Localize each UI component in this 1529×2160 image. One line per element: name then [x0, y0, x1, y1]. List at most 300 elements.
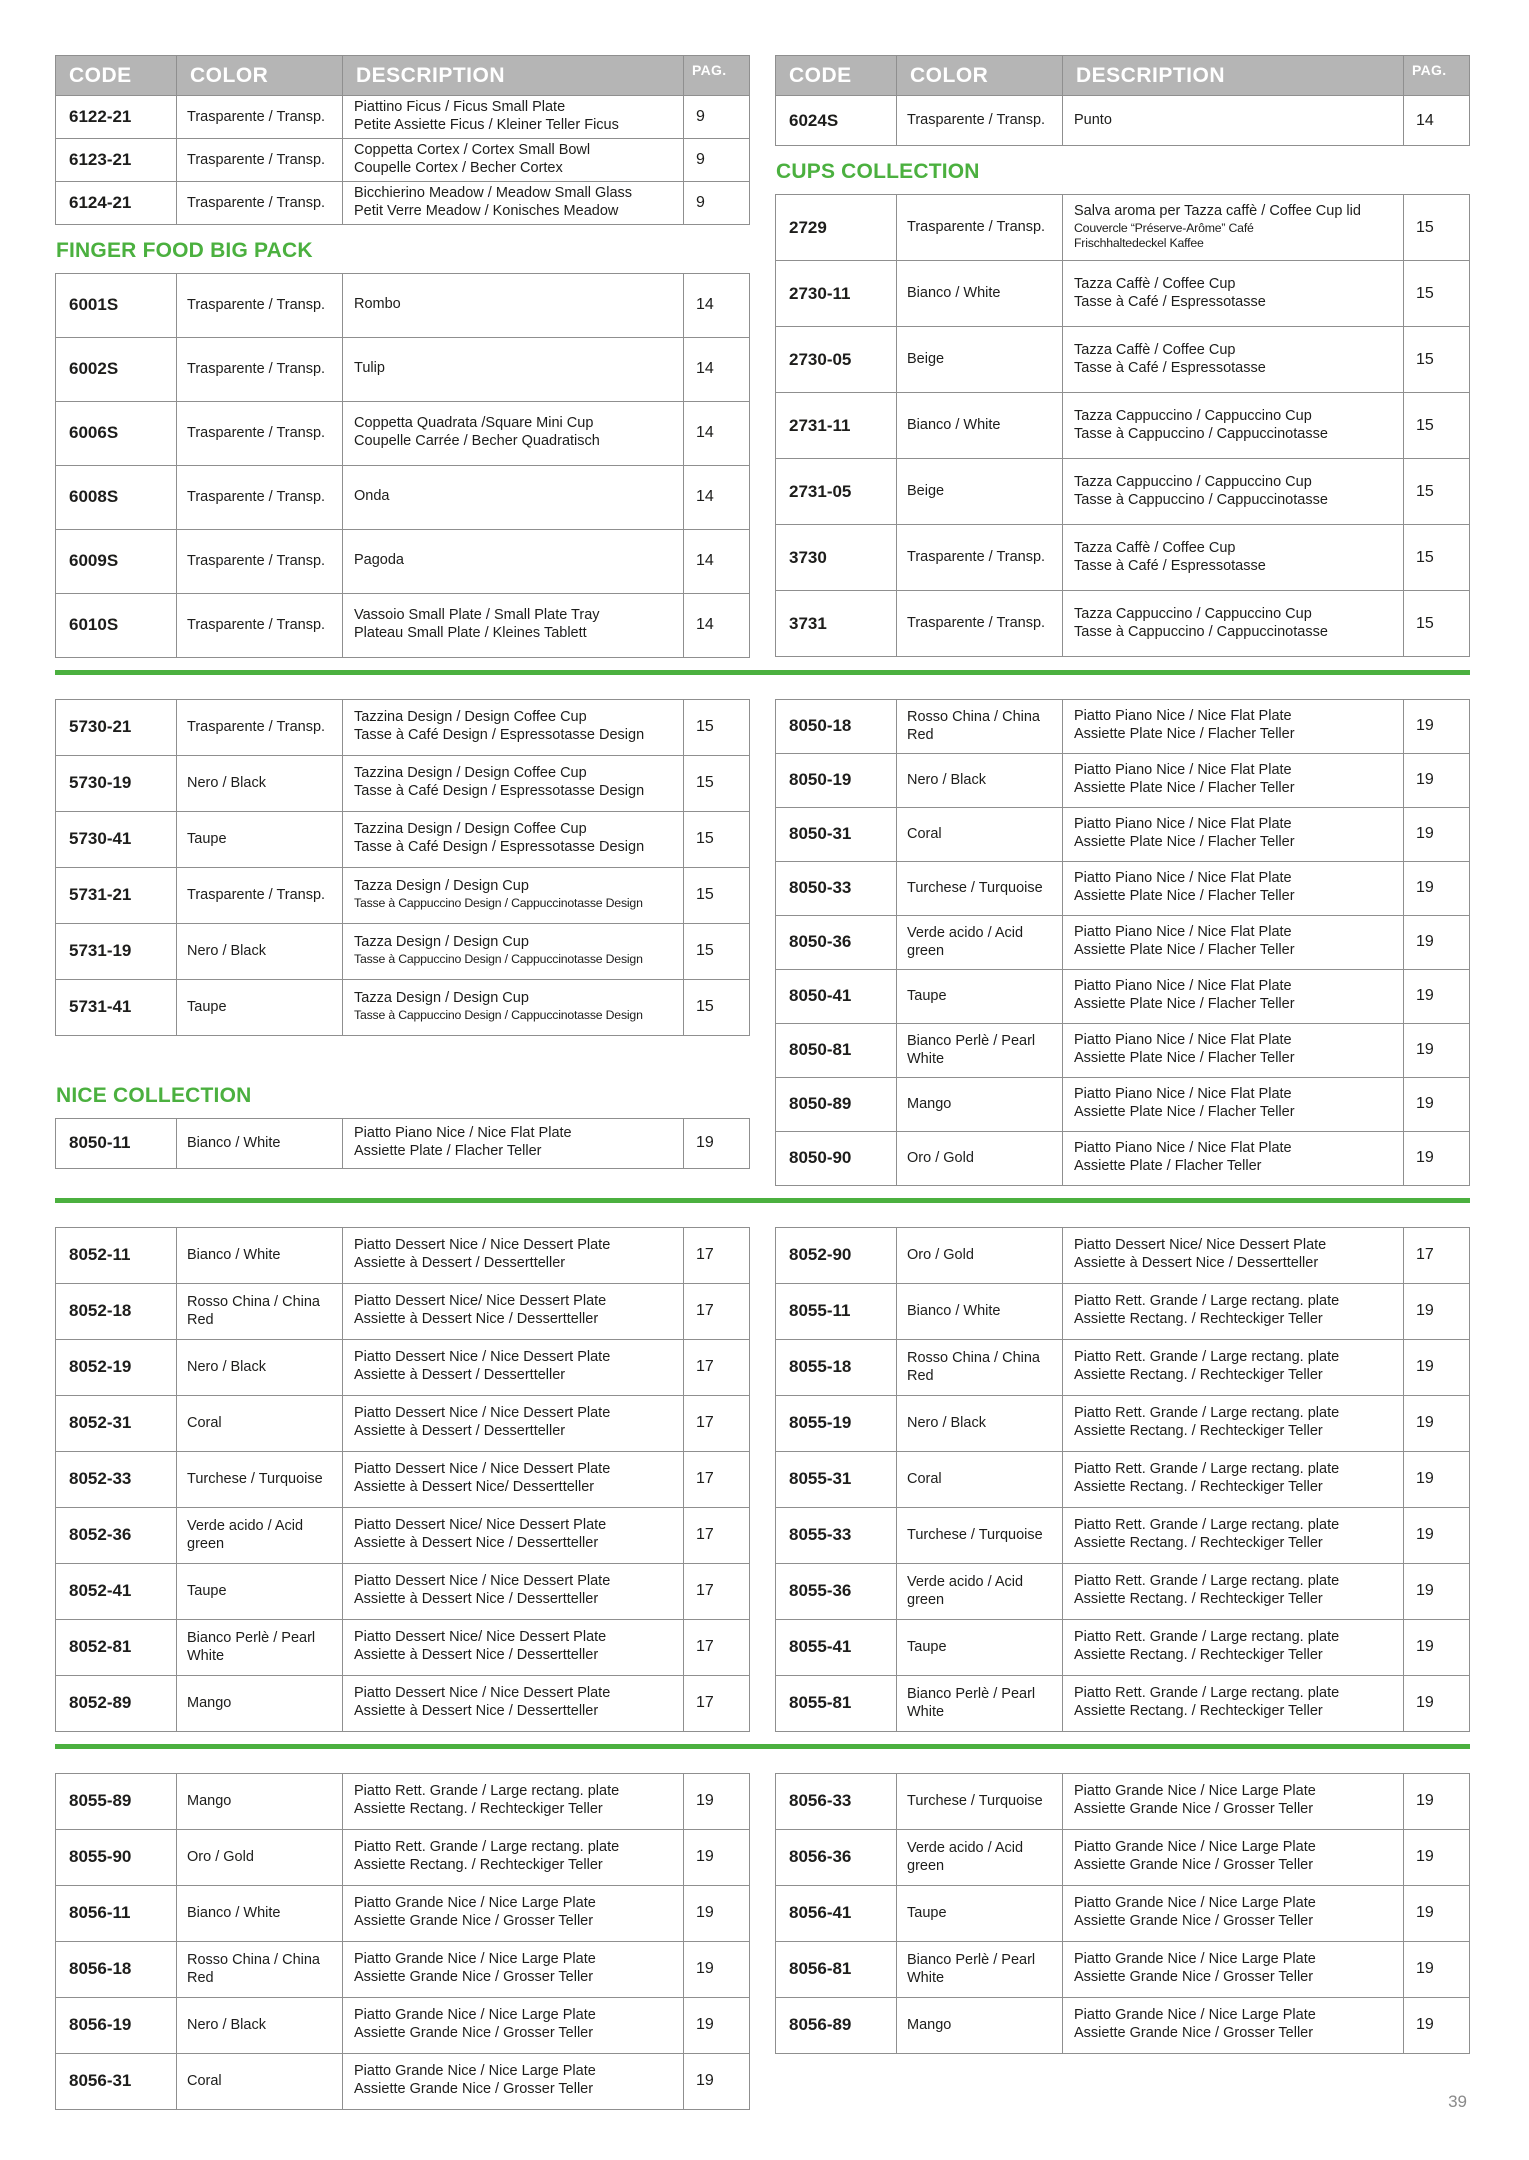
- description-cell: [1063, 969, 1404, 1023]
- table-row: [776, 1339, 1470, 1395]
- description-cell: [343, 867, 684, 923]
- description-line: Assiette à Dessert Nice/ Dessertteller: [354, 1479, 595, 1496]
- page-ref-cell: 14: [1404, 96, 1470, 146]
- color-cell: Bianco / White: [177, 1227, 343, 1283]
- description-cell: [1063, 1227, 1404, 1283]
- table-row: [776, 1507, 1470, 1563]
- description-cell: [1063, 525, 1404, 591]
- code-cell: 8050-41: [776, 969, 897, 1023]
- page-ref-cell: 19: [684, 1997, 750, 2053]
- code-cell: 5731-21: [56, 867, 177, 923]
- color-cell: Taupe: [897, 1885, 1063, 1941]
- color-cell: Trasparente / Transp.: [897, 525, 1063, 591]
- description-line: Assiette à Dessert Nice / Dessertteller: [354, 1647, 599, 1664]
- color-cell: Trasparente / Transp.: [897, 195, 1063, 261]
- description-line: Coupelle Carrée / Becher Quadratisch: [354, 433, 600, 450]
- catalog-table: [55, 273, 750, 658]
- description-line: Piatto Dessert Nice / Nice Dessert Plate: [354, 1237, 611, 1254]
- description-cell: [343, 699, 684, 755]
- page-ref-cell: 19: [684, 1829, 750, 1885]
- description-line: Piatto Piano Nice / Nice Flat Plate: [1074, 1140, 1292, 1157]
- table-row: [56, 273, 750, 337]
- description-line: Piatto Piano Nice / Nice Flat Plate: [1074, 816, 1292, 833]
- description-line: Piatto Piano Nice / Nice Flat Plate: [1074, 870, 1292, 887]
- left-column: [55, 55, 750, 658]
- table-row: [776, 861, 1470, 915]
- description-line: Assiette Grande Nice / Grosser Teller: [354, 1913, 594, 1930]
- catalog-table: [55, 1118, 750, 1169]
- color-cell: Trasparente / Transp.: [177, 401, 343, 465]
- section-heading: NICE COLLECTION: [56, 1083, 252, 1107]
- page-ref-cell: 19: [1404, 1829, 1470, 1885]
- table-row: [776, 969, 1470, 1023]
- description-cell: [343, 181, 684, 224]
- code-cell: 6009S: [56, 529, 177, 593]
- description-line: Assiette Plate Nice / Flacher Teller: [1074, 726, 1295, 743]
- table-row: [56, 1619, 750, 1675]
- code-cell: 8052-89: [56, 1675, 177, 1731]
- description-line: Piatto Piano Nice / Nice Flat Plate: [1074, 978, 1292, 995]
- color-cell: Coral: [897, 807, 1063, 861]
- catalog-band: [55, 1773, 1470, 2110]
- description-line: Piatto Grande Nice / Nice Large Plate: [354, 2063, 596, 2080]
- right-column: [775, 1773, 1470, 2054]
- code-cell: 6006S: [56, 401, 177, 465]
- description-cell: [343, 1563, 684, 1619]
- page-ref-cell: 17: [684, 1675, 750, 1731]
- description-cell: [343, 1395, 684, 1451]
- description-line: Piatto Dessert Nice / Nice Dessert Plate: [354, 1349, 611, 1366]
- catalog-table: [775, 1227, 1470, 1732]
- table-row: [56, 401, 750, 465]
- code-cell: 2731-11: [776, 393, 897, 459]
- table-row: [776, 459, 1470, 525]
- green-divider: [55, 1744, 1470, 1749]
- code-cell: 5730-41: [56, 811, 177, 867]
- page-ref-cell: 19: [1404, 699, 1470, 753]
- description-line: Tasse à Cappuccino Design / Cappuccinotasse Design: [354, 896, 643, 911]
- page-ref-cell: 15: [684, 979, 750, 1035]
- description-line: Couvercle “Préserve-Arôme” Café: [1074, 220, 1254, 235]
- description-line: Piatto Dessert Nice/ Nice Dessert Plate: [1074, 1237, 1327, 1254]
- code-cell: 8056-31: [56, 2053, 177, 2109]
- page-ref-cell: 19: [1404, 807, 1470, 861]
- code-cell: 8056-41: [776, 1885, 897, 1941]
- description-line: Assiette Plate Nice / Flacher Teller: [1074, 780, 1295, 797]
- description-line: Tazza Design / Design Cup: [354, 934, 529, 951]
- description-cell: [1063, 1619, 1404, 1675]
- page-ref-cell: 19: [1404, 1675, 1470, 1731]
- code-cell: 8055-89: [56, 1773, 177, 1829]
- description-line: Tasse à Cappuccino / Cappuccinotasse: [1074, 623, 1328, 640]
- color-cell: Trasparente / Transp.: [177, 337, 343, 401]
- description-line: Assiette à Dessert / Dessertteller: [354, 1255, 566, 1272]
- description-line: Tasse à Cappuccino / Cappuccinotasse: [1074, 425, 1328, 442]
- description-line: Punto: [1074, 111, 1112, 128]
- description-cell: [343, 755, 684, 811]
- page-ref-cell: 19: [1404, 1451, 1470, 1507]
- page-ref-cell: 15: [1404, 327, 1470, 393]
- description-cell: [1063, 1283, 1404, 1339]
- description-cell: [343, 96, 684, 139]
- code-cell: 2731-05: [776, 459, 897, 525]
- color-cell: Coral: [177, 2053, 343, 2109]
- description-cell: [343, 1885, 684, 1941]
- page-ref-cell: 19: [684, 1885, 750, 1941]
- description-line: Coppetta Quadrata /Square Mini Cup: [354, 415, 594, 432]
- code-cell: 6010S: [56, 593, 177, 657]
- description-cell: [1063, 459, 1404, 525]
- page-ref-cell: 15: [684, 699, 750, 755]
- column-header-color: COLOR: [177, 56, 343, 96]
- column-header-description: DESCRIPTION: [343, 56, 684, 96]
- description-line: Assiette Rectang. / Rechteckiger Teller: [1074, 1591, 1323, 1608]
- description-line: Tazzina Design / Design Coffee Cup: [354, 765, 587, 782]
- color-cell: Oro / Gold: [897, 1131, 1063, 1185]
- page-ref-cell: 15: [684, 923, 750, 979]
- description-cell: [343, 529, 684, 593]
- description-cell: [1063, 1941, 1404, 1997]
- page-ref-cell: 14: [684, 401, 750, 465]
- description-line: Assiette Plate Nice / Flacher Teller: [1074, 888, 1295, 905]
- description-line: Plateau Small Plate / Kleines Tablett: [354, 625, 587, 642]
- color-cell: Coral: [897, 1451, 1063, 1507]
- code-cell: 8050-31: [776, 807, 897, 861]
- page-ref-cell: 19: [1404, 753, 1470, 807]
- code-cell: 8056-36: [776, 1829, 897, 1885]
- page-ref-cell: 15: [1404, 525, 1470, 591]
- page-ref-cell: 19: [1404, 1563, 1470, 1619]
- description-cell: [343, 1829, 684, 1885]
- color-cell: Oro / Gold: [897, 1227, 1063, 1283]
- description-line: Piatto Rett. Grande / Large rectang. plate: [354, 1783, 620, 1800]
- description-line: Salva aroma per Tazza caffè / Coffee Cup lid: [1074, 202, 1361, 219]
- color-cell: Rosso China / China Red: [897, 1339, 1063, 1395]
- description-line: Tazza Design / Design Cup: [354, 990, 529, 1007]
- description-cell: [1063, 1829, 1404, 1885]
- table-row: [776, 327, 1470, 393]
- description-cell: [343, 1773, 684, 1829]
- color-cell: Verde acido / Acid green: [897, 1563, 1063, 1619]
- catalog-table: [775, 699, 1470, 1186]
- section-heading: FINGER FOOD BIG PACK: [56, 238, 313, 262]
- description-line: Piatto Rett. Grande / Large rectang. plate: [1074, 1517, 1340, 1534]
- page-ref-cell: 19: [1404, 1619, 1470, 1675]
- description-line: Piatto Grande Nice / Nice Large Plate: [1074, 1839, 1316, 1856]
- description-line: Assiette Grande Nice / Grosser Teller: [1074, 1913, 1314, 1930]
- right-column: [775, 1227, 1470, 1732]
- color-cell: Bianco / White: [897, 261, 1063, 327]
- code-cell: 8052-19: [56, 1339, 177, 1395]
- left-column: [55, 1227, 750, 1732]
- code-cell: 8052-90: [776, 1227, 897, 1283]
- page-ref-cell: 17: [684, 1283, 750, 1339]
- description-line: Piatto Dessert Nice/ Nice Dessert Plate: [354, 1517, 607, 1534]
- description-cell: [343, 2053, 684, 2109]
- table-row: [776, 1885, 1470, 1941]
- description-cell: [1063, 96, 1404, 146]
- table-row: [56, 1283, 750, 1339]
- left-column: [55, 1773, 750, 2110]
- table-row: [776, 195, 1470, 261]
- code-cell: 8055-11: [776, 1283, 897, 1339]
- table-row: [776, 753, 1470, 807]
- table-row: [56, 699, 750, 755]
- description-cell: [343, 1227, 684, 1283]
- description-line: Piatto Piano Nice / Nice Flat Plate: [1074, 708, 1292, 725]
- code-cell: 6002S: [56, 337, 177, 401]
- description-line: Tulip: [354, 360, 385, 377]
- page-ref-cell: 19: [1404, 1339, 1470, 1395]
- color-cell: Taupe: [177, 1563, 343, 1619]
- description-line: Assiette Plate Nice / Flacher Teller: [1074, 996, 1295, 1013]
- description-line: Piatto Rett. Grande / Large rectang. plate: [1074, 1629, 1340, 1646]
- color-cell: Bianco / White: [897, 393, 1063, 459]
- description-line: Tasse à Café / Espressotasse: [1074, 293, 1266, 310]
- table-row: [56, 465, 750, 529]
- color-cell: Trasparente / Transp.: [177, 465, 343, 529]
- color-cell: Bianco / White: [897, 1283, 1063, 1339]
- description-cell: [1063, 1339, 1404, 1395]
- page-ref-cell: 15: [1404, 459, 1470, 525]
- left-column: [55, 699, 750, 1169]
- table-row: [776, 1675, 1470, 1731]
- table-row: [56, 1563, 750, 1619]
- page-ref-cell: 14: [684, 337, 750, 401]
- table-row: [776, 1997, 1470, 2053]
- table-row: [56, 529, 750, 593]
- table-row: [56, 1773, 750, 1829]
- color-cell: Taupe: [897, 1619, 1063, 1675]
- table-row: [776, 96, 1470, 146]
- description-line: Tasse à Café Design / Espressotasse Design: [354, 783, 645, 800]
- page-ref-cell: 19: [1404, 1997, 1470, 2053]
- table-row: [776, 1077, 1470, 1131]
- page-ref-cell: 15: [684, 755, 750, 811]
- description-line: Coppetta Cortex / Cortex Small Bowl: [354, 141, 591, 158]
- description-line: Tasse à Cappuccino Design / Cappuccinotasse Design: [354, 952, 643, 967]
- page-ref-cell: 19: [1404, 1283, 1470, 1339]
- code-cell: 8052-18: [56, 1283, 177, 1339]
- code-cell: 5730-19: [56, 755, 177, 811]
- page-ref-cell: 19: [1404, 1507, 1470, 1563]
- color-cell: Bianco Perlè / Pearl White: [897, 1941, 1063, 1997]
- description-line: Assiette Grande Nice / Grosser Teller: [1074, 2025, 1314, 2042]
- page-ref-cell: 14: [684, 529, 750, 593]
- page-ref-cell: 17: [1404, 1227, 1470, 1283]
- description-cell: [343, 401, 684, 465]
- description-line: Piatto Dessert Nice / Nice Dessert Plate: [354, 1685, 611, 1702]
- page-ref-cell: 17: [684, 1227, 750, 1283]
- description-line: Piatto Dessert Nice / Nice Dessert Plate: [354, 1405, 611, 1422]
- code-cell: 8055-19: [776, 1395, 897, 1451]
- page-ref-cell: 17: [684, 1563, 750, 1619]
- description-line: Assiette Grande Nice / Grosser Teller: [354, 1969, 594, 1986]
- description-line: Piatto Dessert Nice/ Nice Dessert Plate: [354, 1629, 607, 1646]
- color-cell: Trasparente / Transp.: [897, 96, 1063, 146]
- description-cell: [343, 811, 684, 867]
- color-cell: Trasparente / Transp.: [177, 699, 343, 755]
- color-cell: Bianco Perlè / Pearl White: [897, 1023, 1063, 1077]
- page-ref-cell: 19: [1404, 1131, 1470, 1185]
- page-ref-cell: 19: [1404, 969, 1470, 1023]
- description-line: Tasse à Café / Espressotasse: [1074, 557, 1266, 574]
- description-cell: [1063, 753, 1404, 807]
- description-line: Tasse à Café / Espressotasse: [1074, 359, 1266, 376]
- description-cell: [343, 1118, 684, 1168]
- description-cell: [1063, 591, 1404, 657]
- code-cell: 2729: [776, 195, 897, 261]
- catalog-table: [775, 1773, 1470, 2054]
- code-cell: 6008S: [56, 465, 177, 529]
- table-row: [776, 1941, 1470, 1997]
- code-cell: 3730: [776, 525, 897, 591]
- description-cell: [1063, 1773, 1404, 1829]
- description-cell: [343, 1507, 684, 1563]
- description-line: Tazzina Design / Design Coffee Cup: [354, 821, 587, 838]
- code-cell: 8050-19: [776, 753, 897, 807]
- description-line: Petit Verre Meadow / Konisches Meadow: [354, 202, 619, 219]
- description-cell: [1063, 915, 1404, 969]
- page-ref-cell: 19: [684, 1773, 750, 1829]
- description-cell: [1063, 1885, 1404, 1941]
- description-line: Piatto Rett. Grande / Large rectang. plate: [354, 1839, 620, 1856]
- description-cell: [1063, 1675, 1404, 1731]
- code-cell: 8055-31: [776, 1451, 897, 1507]
- description-line: Piatto Piano Nice / Nice Flat Plate: [354, 1125, 572, 1142]
- description-line: Piatto Piano Nice / Nice Flat Plate: [1074, 762, 1292, 779]
- description-line: Tazza Design / Design Cup: [354, 878, 529, 895]
- description-cell: [1063, 261, 1404, 327]
- description-line: Pagoda: [354, 552, 404, 569]
- description-line: Piatto Dessert Nice / Nice Dessert Plate: [354, 1573, 611, 1590]
- code-cell: 8055-18: [776, 1339, 897, 1395]
- table-row: [56, 979, 750, 1035]
- table-row: [56, 1451, 750, 1507]
- right-column: [775, 699, 1470, 1186]
- color-cell: Nero / Black: [177, 1997, 343, 2053]
- color-cell: Nero / Black: [897, 753, 1063, 807]
- color-cell: Verde acido / Acid green: [177, 1507, 343, 1563]
- catalog-bands: [55, 55, 1470, 2110]
- description-cell: [1063, 1395, 1404, 1451]
- description-line: Assiette Grande Nice / Grosser Teller: [1074, 1969, 1314, 1986]
- description-line: Tazza Cappuccino / Cappuccino Cup: [1074, 605, 1312, 622]
- code-cell: 2730-05: [776, 327, 897, 393]
- page-ref-cell: 15: [1404, 195, 1470, 261]
- code-cell: 8050-36: [776, 915, 897, 969]
- table-row: [56, 1885, 750, 1941]
- description-line: Assiette Rectang. / Rechteckiger Teller: [1074, 1703, 1323, 1720]
- description-line: Assiette Plate / Flacher Teller: [1074, 1158, 1262, 1175]
- description-line: Assiette à Dessert Nice / Dessertteller: [354, 1535, 599, 1552]
- column-header-code: CODE: [776, 56, 897, 96]
- catalog-table: [55, 1773, 750, 2110]
- description-line: Tasse à Cappuccino Design / Cappuccinotasse Design: [354, 1008, 643, 1023]
- page-number: 39: [1448, 2092, 1467, 2111]
- description-cell: [343, 1283, 684, 1339]
- code-cell: 8052-81: [56, 1619, 177, 1675]
- color-cell: Nero / Black: [177, 1339, 343, 1395]
- description-line: Assiette à Dessert Nice / Dessertteller: [354, 1311, 599, 1328]
- color-cell: Rosso China / China Red: [177, 1283, 343, 1339]
- green-divider: [55, 1198, 1470, 1203]
- color-cell: Nero / Black: [897, 1395, 1063, 1451]
- table-row: [776, 1227, 1470, 1283]
- description-cell: [343, 593, 684, 657]
- column-header-code: CODE: [56, 56, 177, 96]
- page-ref-cell: 15: [684, 867, 750, 923]
- catalog-band: [55, 699, 1470, 1186]
- page-ref-cell: 19: [1404, 1077, 1470, 1131]
- code-cell: 8056-11: [56, 1885, 177, 1941]
- table-row: [776, 393, 1470, 459]
- description-line: Tazza Caffè / Coffee Cup: [1074, 341, 1236, 358]
- code-cell: 8052-33: [56, 1451, 177, 1507]
- table-row: [56, 2053, 750, 2109]
- code-cell: 8052-31: [56, 1395, 177, 1451]
- table-row: [776, 807, 1470, 861]
- description-line: Petite Assiette Ficus / Kleiner Teller Ficus: [354, 116, 619, 133]
- page-ref-cell: 19: [684, 2053, 750, 2109]
- column-header-color: COLOR: [897, 56, 1063, 96]
- table-row: [56, 593, 750, 657]
- description-cell: [343, 337, 684, 401]
- description-line: Piatto Dessert Nice / Nice Dessert Plate: [354, 1461, 611, 1478]
- color-cell: Bianco Perlè / Pearl White: [897, 1675, 1063, 1731]
- description-cell: [343, 923, 684, 979]
- description-line: Piatto Rett. Grande / Large rectang. plate: [1074, 1573, 1340, 1590]
- page-ref-cell: 15: [1404, 591, 1470, 657]
- color-cell: Rosso China / China Red: [177, 1941, 343, 1997]
- description-line: Assiette Plate Nice / Flacher Teller: [1074, 1104, 1295, 1121]
- description-line: Piatto Grande Nice / Nice Large Plate: [1074, 1895, 1316, 1912]
- table-row: [776, 1023, 1470, 1077]
- table-row: [56, 337, 750, 401]
- description-line: Assiette Rectang. / Rechteckiger Teller: [354, 1857, 603, 1874]
- description-line: Tazzina Design / Design Coffee Cup: [354, 709, 587, 726]
- description-line: Assiette à Dessert Nice / Dessertteller: [1074, 1255, 1319, 1272]
- description-line: Piatto Rett. Grande / Large rectang. plate: [1074, 1461, 1340, 1478]
- description-cell: [343, 138, 684, 181]
- code-cell: 8052-36: [56, 1507, 177, 1563]
- code-cell: 8050-11: [56, 1118, 177, 1168]
- description-line: Assiette Rectang. / Rechteckiger Teller: [1074, 1535, 1323, 1552]
- color-cell: Bianco / White: [177, 1885, 343, 1941]
- code-cell: 8055-81: [776, 1675, 897, 1731]
- color-cell: Bianco / White: [177, 1118, 343, 1168]
- description-cell: [1063, 699, 1404, 753]
- table-row: [56, 1829, 750, 1885]
- description-line: Assiette Grande Nice / Grosser Teller: [1074, 1801, 1314, 1818]
- column-header-pag: PAG.: [1404, 56, 1470, 96]
- description-line: Piatto Grande Nice / Nice Large Plate: [1074, 1951, 1316, 1968]
- description-line: Assiette Plate Nice / Flacher Teller: [1074, 834, 1295, 851]
- description-cell: [1063, 1077, 1404, 1131]
- description-line: Piatto Grande Nice / Nice Large Plate: [354, 1951, 596, 1968]
- code-cell: 8055-90: [56, 1829, 177, 1885]
- code-cell: 8055-33: [776, 1507, 897, 1563]
- table-row: [56, 1941, 750, 1997]
- description-line: Piatto Rett. Grande / Large rectang. plate: [1074, 1405, 1340, 1422]
- color-cell: Trasparente / Transp.: [177, 96, 343, 139]
- code-cell: 6122-21: [56, 96, 177, 139]
- color-cell: Oro / Gold: [177, 1829, 343, 1885]
- table-row: [776, 1395, 1470, 1451]
- description-line: Tazza Caffè / Coffee Cup: [1074, 275, 1236, 292]
- code-cell: 6123-21: [56, 138, 177, 181]
- page-ref-cell: 19: [684, 1941, 750, 1997]
